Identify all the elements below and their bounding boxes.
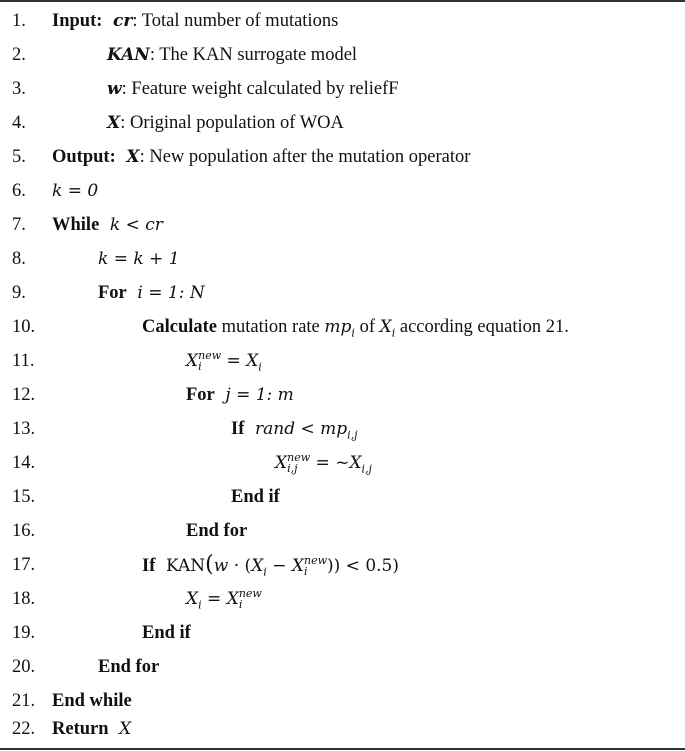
- keyword: Input:: [52, 11, 103, 31]
- math-subscript: i: [351, 326, 355, 340]
- variable: w: [107, 79, 122, 99]
- line-text: of: [354, 317, 380, 337]
- line-number: 15.: [12, 487, 36, 507]
- line-text: mutation rate: [217, 317, 325, 337]
- line-text: : Original population of WOA: [120, 113, 344, 133]
- keyword: For: [186, 385, 215, 405]
- keyword: Calculate: [142, 317, 218, 337]
- line-number: 17.: [12, 555, 36, 575]
- math-expression: k = k + 1: [98, 249, 180, 269]
- keyword: For: [98, 283, 127, 303]
- math-expression: X new i,j = $\sim X_{i,j}$: [275, 450, 372, 476]
- math-var: X: [379, 317, 392, 337]
- math-subscript: i,j: [287, 461, 298, 475]
- math-expression: i = 1: N: [137, 283, 205, 303]
- top-rule: [0, 0, 685, 2]
- math-subscript: i: [304, 564, 308, 578]
- math-expression: j = 1: m: [225, 385, 294, 405]
- math-paren: (: [205, 552, 214, 577]
- math-operator: −: [266, 556, 292, 576]
- line-number: 2.: [12, 45, 26, 65]
- keyword: End for: [186, 521, 248, 541]
- line-text: : Total number of mutations: [132, 11, 339, 31]
- line-text: according equation 21.: [395, 317, 569, 337]
- line-text: : New population after the mutation operator: [139, 147, 471, 167]
- line-number: 22.: [12, 719, 36, 739]
- line-number: 11.: [12, 351, 35, 371]
- line-number: 20.: [12, 657, 36, 677]
- line-number: 10.: [12, 317, 36, 337]
- math-expression: X: [119, 719, 132, 739]
- keyword: End if: [231, 487, 280, 507]
- math-function: KAN: [166, 556, 206, 576]
- math-superscript: new: [198, 348, 222, 362]
- line-text: : The KAN surrogate model: [149, 45, 358, 65]
- math-mp: [324, 317, 355, 340]
- keyword: End while: [52, 691, 132, 711]
- math-superscript: new: [287, 450, 311, 464]
- math-expression: k = 0: [52, 181, 99, 201]
- math-subscript: i: [391, 326, 396, 340]
- line-number: 19.: [12, 623, 36, 643]
- math-subscript: i: [198, 359, 202, 373]
- keyword: If: [231, 419, 245, 439]
- line-number: 13.: [12, 419, 36, 439]
- math-expression: $X_i = X$ new i: [186, 586, 262, 612]
- line-number: 4.: [12, 113, 26, 133]
- math-var: mp: [324, 317, 352, 337]
- line-number: 3.: [12, 79, 26, 99]
- variable: cr: [113, 11, 133, 31]
- line-number: 7.: [12, 215, 26, 235]
- math-expression: rand < $mp_{i,j}$: [255, 419, 358, 442]
- math-subscript: i,j: [347, 428, 358, 442]
- math-operator: =: [310, 453, 336, 473]
- math-x: [379, 317, 396, 340]
- line-number: 9.: [12, 283, 26, 303]
- math-operator: ~: [335, 453, 350, 473]
- line-number: 1.: [12, 11, 26, 31]
- math-operator: )) < 0.5): [327, 556, 399, 576]
- keyword: Return: [52, 719, 109, 739]
- line-number: 14.: [12, 453, 36, 473]
- keyword: If: [142, 556, 156, 576]
- bottom-rule: [0, 748, 685, 750]
- line-number: 5.: [12, 147, 26, 167]
- line-number: 16.: [12, 521, 36, 541]
- math-operator: =: [201, 589, 227, 609]
- variable: X: [126, 147, 140, 167]
- line-number: 12.: [12, 385, 36, 405]
- keyword: End for: [98, 657, 160, 677]
- math-superscript: new: [238, 586, 262, 600]
- math-paren: (: [244, 556, 252, 576]
- keyword: End if: [142, 623, 191, 643]
- line-number: 21.: [12, 691, 36, 711]
- line-text: : Feature weight calculated by reliefF: [121, 79, 399, 99]
- math-operator: ·: [228, 556, 245, 576]
- math-expression: X new i = $X_i$: [186, 348, 262, 374]
- variable: X: [107, 113, 121, 133]
- math-expression: k < cr: [109, 215, 163, 235]
- math-subscript: i: [258, 360, 262, 374]
- variable: KAN: [107, 45, 150, 65]
- keyword: Output:: [52, 147, 116, 167]
- line-number: 8.: [12, 249, 26, 269]
- math-expression: $KAN(w \cdot (X_i - X$ new i )) < 0.5): [166, 552, 399, 579]
- math-subscript: i: [263, 565, 267, 579]
- math-superscript: new: [304, 553, 328, 567]
- line-number: 18.: [12, 589, 36, 609]
- line-number: 6.: [12, 181, 26, 201]
- math-operator: =: [221, 351, 247, 371]
- math-subscript: i: [198, 598, 202, 612]
- math-subscript: i: [238, 597, 243, 611]
- keyword: While: [52, 215, 100, 235]
- math-subscript: i,j: [361, 462, 372, 476]
- math-operator: <: [295, 419, 321, 439]
